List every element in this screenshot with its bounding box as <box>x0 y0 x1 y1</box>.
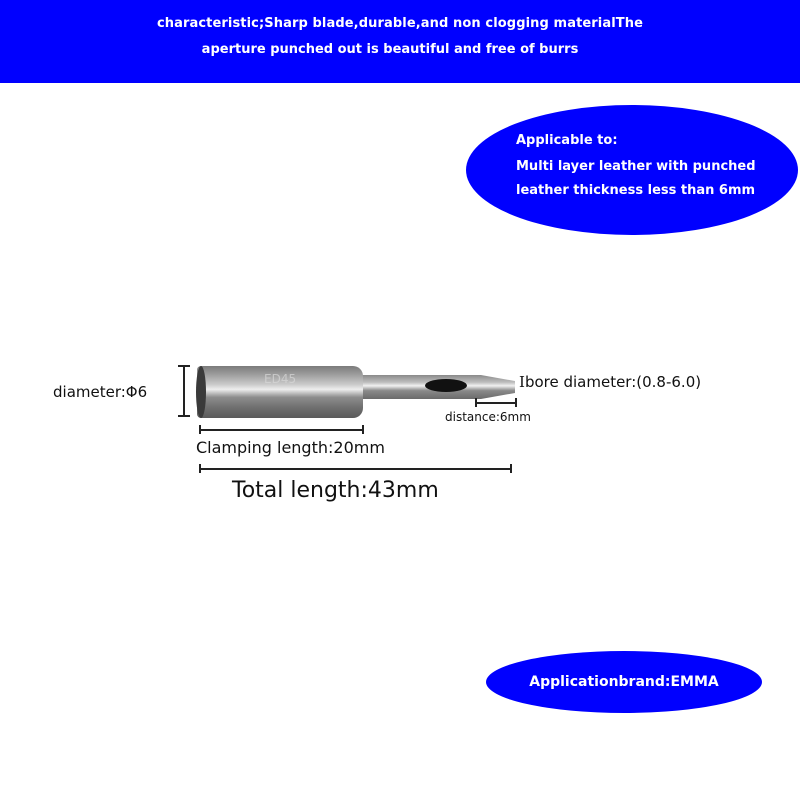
clamping-dimension-line <box>199 429 364 431</box>
banner-line-1: characteristic;Sharp blade,durable,and non clogging materialThe <box>156 16 644 31</box>
total-tick-left <box>199 464 201 473</box>
bore-marker-icon: I <box>519 373 525 391</box>
clamping-tick-right <box>362 425 364 434</box>
banner-line-2: aperture punched out is beautiful and free of burrs <box>201 42 579 57</box>
diameter-tick-top <box>178 365 190 367</box>
diameter-dimension-line <box>183 365 185 417</box>
tool-end <box>196 366 206 418</box>
tool-slot <box>425 379 467 392</box>
distance-label: distance:6mm <box>445 410 531 424</box>
clamping-tick-left <box>199 425 201 434</box>
applicable-line-2: leather thickness less than 6mm <box>516 183 756 198</box>
brand-callout <box>486 651 762 713</box>
brand-label: Applicationbrand:EMMA <box>529 674 719 690</box>
applicable-callout <box>466 105 798 235</box>
applicable-title: Applicable to: <box>516 133 618 148</box>
total-dimension-line <box>199 468 512 470</box>
bore-diameter-label: Ibore diameter:(0.8-6.0) <box>519 373 702 391</box>
tool-engraving: ED45 <box>264 372 297 386</box>
total-length-label: Total length:43mm <box>232 478 439 503</box>
distance-tick-left <box>475 398 477 407</box>
feature-banner <box>0 0 800 83</box>
distance-dimension-line <box>475 402 517 404</box>
diameter-label: diameter:Φ6 <box>53 383 148 401</box>
distance-tick-right <box>515 398 517 407</box>
clamping-length-label: Clamping length:20mm <box>196 438 385 457</box>
applicable-line-1: Multi layer leather with punched <box>516 159 756 174</box>
total-tick-right <box>510 464 512 473</box>
diameter-tick-bottom <box>178 415 190 417</box>
